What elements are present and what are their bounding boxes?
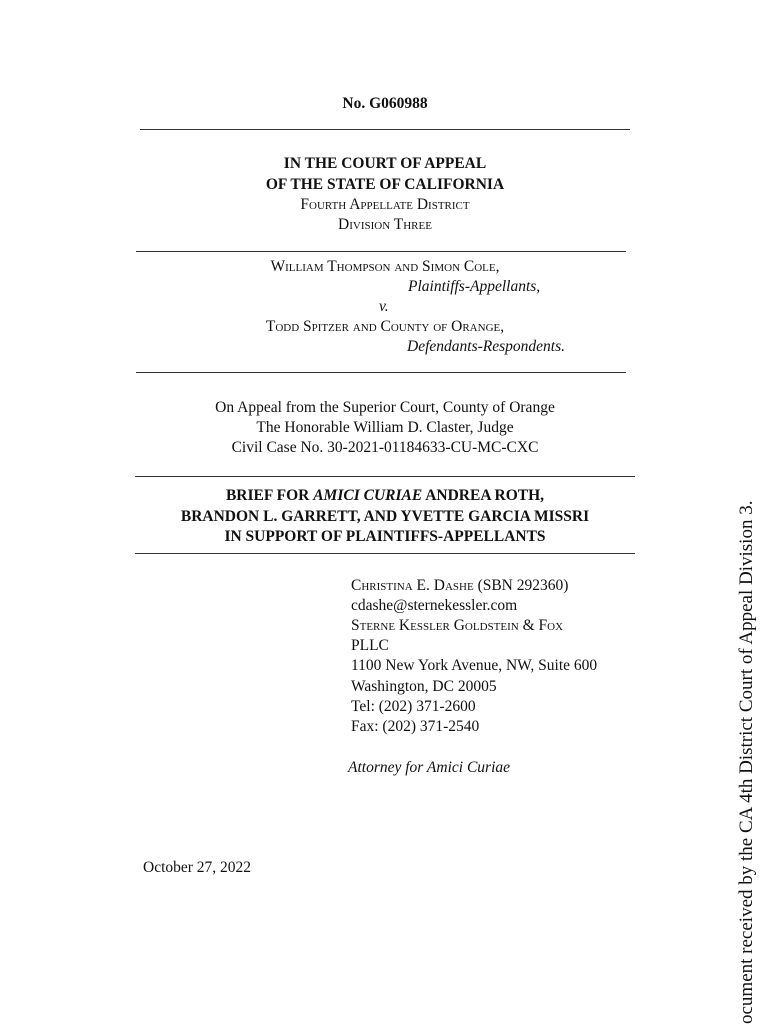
appeal-line-2: The Honorable William D. Claster, Judge [256,419,514,436]
plaintiffs-names: William Thompson and Simon Cole, [270,258,500,275]
counsel-email: cdashe@sternekessler.com [351,597,518,614]
court-line-1: IN THE COURT OF APPEAL [283,155,487,172]
appeal-line-3: Civil Case No. 30-2021-01184633-CU-MC-CXC [231,439,539,456]
plaintiffs-role: Plaintiffs-Appellants, [408,278,541,295]
brief-title-line-1: BRIEF FOR AMICI CURIAE ANDREA ROTH, [225,487,545,504]
counsel-name: Christina E. Dashe (SBN 292360) [351,577,569,594]
case-number: No. G060988 [342,95,428,112]
brief-title-line-2: BRANDON L. GARRETT, AND YVETTE GARCIA MISSRI [180,508,590,525]
court-district: Fourth Appellate District [300,196,470,213]
appeal-line-1: On Appeal from the Superior Court, County of Orange [215,399,555,416]
counsel-address-1: 1100 New York Avenue, NW, Suite 600 [351,657,598,674]
filing-date: October 27, 2022 [143,859,252,876]
court-division: Division Three [338,216,432,233]
court-line-2: OF THE STATE OF CALIFORNIA [265,176,505,193]
counsel-tel: Tel: (202) 371-2600 [351,698,476,715]
receipt-stamp: ocument received by the CA 4th District Court of Appeal Division 3. [736,500,757,1024]
defendants-role: Defendants-Respondents. [407,338,565,355]
divider-4 [135,476,635,477]
divider-2 [136,251,626,252]
defendants-names: Todd Spitzer and County of Orange, [265,318,505,335]
counsel-fax: Fax: (202) 371-2540 [351,718,480,735]
divider-3 [136,372,626,373]
brief-title-line-3: IN SUPPORT OF PLAINTIFFS-APPELLANTS [224,528,546,545]
counsel-firm-line-2: PLLC [351,637,389,654]
versus: v. [379,298,389,315]
divider-1 [140,129,630,130]
counsel-role: Attorney for Amici Curiae [348,759,511,776]
counsel-firm-line-1: Sterne Kessler Goldstein & Fox [351,617,564,634]
divider-5 [135,553,635,554]
counsel-address-2: Washington, DC 20005 [351,678,497,695]
